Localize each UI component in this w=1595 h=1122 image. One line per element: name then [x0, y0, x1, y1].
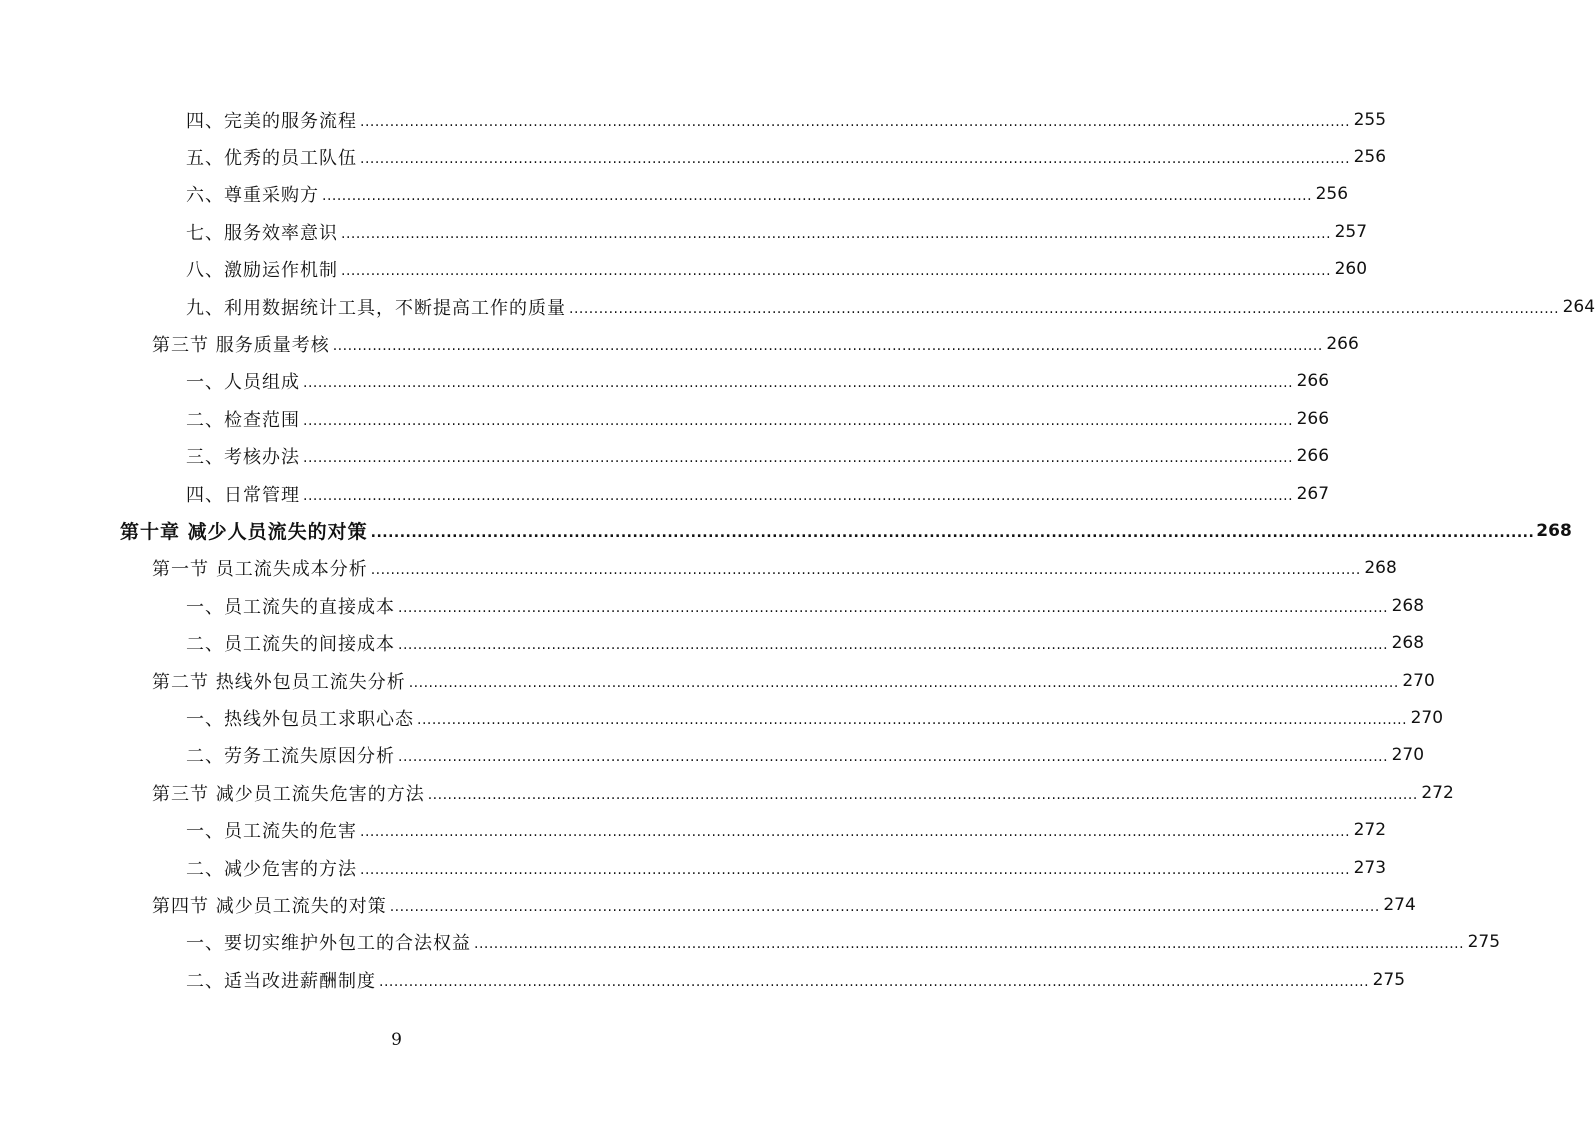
toc-entry-label: 七、服务效率意识 — [186, 222, 338, 244]
toc-entry-label: 九、利用数据统计工具，不断提高工作的质量 — [186, 297, 566, 319]
toc-section-row[interactable] — [0, 886, 1416, 923]
dot-leader: ........................................................................................................................................................................................................ — [398, 637, 1389, 654]
toc-page-number: 270 — [1391, 745, 1425, 766]
toc-page-number: 266 — [1326, 334, 1359, 355]
dot-leader: ........................................................................................................................................................................................................ — [303, 412, 1294, 429]
page-number: 9 — [391, 1030, 402, 1050]
toc-section-row[interactable] — [0, 662, 1435, 699]
toc-entry-label: 第三节 减少员工流失危害的方法 — [152, 783, 425, 805]
toc-item-row[interactable] — [0, 101, 1387, 138]
dot-leader: ........................................................................................................................................................................................................ — [303, 450, 1294, 467]
toc-entry-label: 六、尊重采购方 — [186, 185, 319, 207]
toc-item-row[interactable] — [0, 961, 1406, 998]
dot-leader: ........................................................................................................................................................................................................ — [370, 524, 1535, 541]
dot-leader: ........................................................................................................................................................................................................ — [341, 263, 1332, 280]
toc-page-number: 268 — [1391, 633, 1425, 654]
toc-page-number: 255 — [1353, 109, 1387, 130]
dot-leader: ........................................................................................................................................................................................................ — [332, 338, 1323, 355]
toc-item-row[interactable] — [0, 438, 1330, 475]
dot-leader: ........................................................................................................................................................................................................ — [398, 599, 1389, 616]
toc-item-row[interactable] — [0, 924, 1501, 961]
toc-page-number: 266 — [1296, 371, 1330, 392]
toc-page-number: 272 — [1353, 820, 1387, 841]
dot-leader: ........................................................................................................................................................................................................ — [408, 674, 1399, 691]
toc-page-number: 256 — [1315, 184, 1349, 205]
dot-leader: ........................................................................................................................................................................................................ — [360, 861, 1351, 878]
toc-entry-label: 一、员工流失的直接成本 — [186, 596, 395, 618]
toc-page-number: 270 — [1410, 707, 1444, 728]
toc-page-number: 256 — [1353, 147, 1387, 168]
toc-entry-label: 第十章 减少人员流失的对策 — [120, 521, 368, 544]
toc-entry-label: 二、检查范围 — [186, 409, 300, 431]
toc-entry-label: 三、考核办法 — [186, 447, 300, 469]
toc-entry-label: 二、员工流失的间接成本 — [186, 634, 395, 656]
toc-entry-label: 二、减少危害的方法 — [186, 858, 357, 880]
toc-item-row[interactable] — [0, 251, 1368, 288]
toc-item-row[interactable] — [0, 288, 1595, 325]
toc-entry-label: 八、激励运作机制 — [186, 260, 338, 282]
toc-item-row[interactable] — [0, 363, 1330, 400]
toc-item-row[interactable] — [0, 587, 1425, 624]
toc-page-number: 266 — [1296, 408, 1330, 429]
toc-entry-label: 五、优秀的员工队伍 — [186, 148, 357, 170]
toc-page-number: 260 — [1334, 259, 1368, 280]
dot-leader: ........................................................................................................................................................................................................ — [389, 898, 1380, 915]
dot-leader: ........................................................................................................................................................................................................ — [417, 711, 1408, 728]
toc-page-number: 275 — [1467, 932, 1501, 953]
toc-chapter-row[interactable] — [0, 512, 1572, 549]
toc-entry-label: 二、劳务工流失原因分析 — [186, 746, 395, 768]
toc-entry-label: 第四节 减少员工流失的对策 — [152, 895, 387, 917]
toc-page-number: 275 — [1372, 969, 1406, 990]
dot-leader: ........................................................................................................................................................................................................ — [569, 300, 1560, 317]
toc-entry-label: 一、人员组成 — [186, 372, 300, 394]
toc-entry-label: 第三节 服务质量考核 — [152, 335, 330, 357]
toc-item-row[interactable] — [0, 213, 1368, 250]
toc-entry-label: 一、热线外包员工求职心态 — [186, 708, 414, 730]
dot-leader: ........................................................................................................................................................................................................ — [360, 151, 1351, 168]
toc-page-number: 267 — [1296, 483, 1330, 504]
toc-item-row[interactable] — [0, 737, 1425, 774]
toc-entry-label: 二、适当改进薪酬制度 — [186, 970, 376, 992]
toc-page-number: 264 — [1562, 296, 1595, 317]
toc-page-number: 268 — [1391, 595, 1425, 616]
toc-item-row[interactable] — [0, 849, 1387, 886]
toc-item-row[interactable] — [0, 624, 1425, 661]
dot-leader: ........................................................................................................................................................................................................ — [360, 824, 1351, 841]
toc-page-number: 274 — [1383, 894, 1416, 915]
toc-item-row[interactable] — [0, 699, 1444, 736]
toc-item-row[interactable] — [0, 138, 1387, 175]
dot-leader: ........................................................................................................................................................................................................ — [303, 487, 1294, 504]
toc-entry-label: 一、员工流失的危害 — [186, 821, 357, 843]
dot-leader: ........................................................................................................................................................................................................ — [370, 562, 1361, 579]
toc-item-row[interactable] — [0, 475, 1330, 512]
dot-leader: ........................................................................................................................................................................................................ — [322, 188, 1313, 205]
toc-entry-label: 一、要切实维护外包工的合法权益 — [186, 933, 471, 955]
toc-page-number: 257 — [1334, 221, 1368, 242]
toc-page-number: 268 — [1364, 558, 1397, 579]
toc-page-number: 273 — [1353, 857, 1387, 878]
dot-leader: ........................................................................................................................................................................................................ — [360, 113, 1351, 130]
table-of-contents — [0, 101, 1595, 998]
dot-leader: ........................................................................................................................................................................................................ — [341, 225, 1332, 242]
toc-section-row[interactable] — [0, 325, 1359, 362]
dot-leader: ........................................................................................................................................................................................................ — [474, 936, 1465, 953]
toc-item-row[interactable] — [0, 176, 1349, 213]
toc-item-row[interactable] — [0, 400, 1330, 437]
dot-leader: ........................................................................................................................................................................................................ — [379, 973, 1370, 990]
toc-page-number: 272 — [1421, 782, 1454, 803]
dot-leader: ........................................................................................................................................................................................................ — [303, 375, 1294, 392]
toc-section-row[interactable] — [0, 550, 1397, 587]
toc-entry-label: 第二节 热线外包员工流失分析 — [152, 671, 406, 693]
toc-entry-label: 第一节 员工流失成本分析 — [152, 559, 368, 581]
toc-page-number: 268 — [1536, 520, 1572, 541]
dot-leader: ........................................................................................................................................................................................................ — [398, 749, 1389, 766]
toc-section-row[interactable] — [0, 774, 1454, 811]
toc-page-number: 270 — [1402, 670, 1435, 691]
dot-leader: ........................................................................................................................................................................................................ — [427, 786, 1418, 803]
toc-item-row[interactable] — [0, 811, 1387, 848]
toc-entry-label: 四、日常管理 — [186, 484, 300, 506]
toc-page-number: 266 — [1296, 446, 1330, 467]
toc-entry-label: 四、完美的服务流程 — [186, 110, 357, 132]
